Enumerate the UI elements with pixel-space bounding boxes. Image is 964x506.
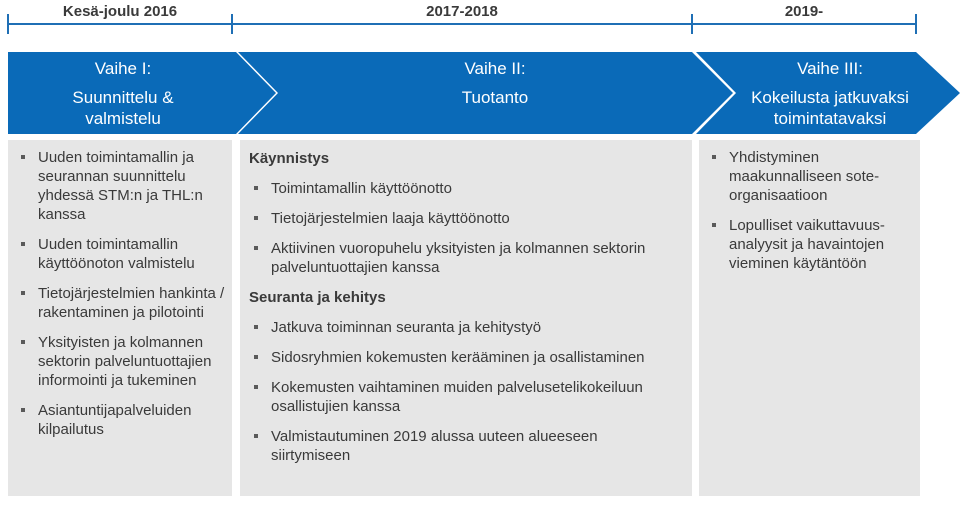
list-item: Tietojärjestelmien laaja käyttöönotto [249,209,684,228]
phase-1-panel [8,140,232,496]
phase-1-title [8,58,238,129]
phase-3-title [730,58,930,129]
list-item: Lopulliset vaikuttavuus-analyysit ja havaintojen vieminen käytäntöön [707,216,910,273]
list-item: Jatkuva toiminnan seuranta ja kehitystyö [249,318,684,337]
phase-3-title-line: toimintatavaksi [773,109,887,128]
phase-2-title-line: Vaihe II: [464,59,526,78]
list-item: Asiantuntijapalveluiden kilpailutus [16,401,226,439]
phase-2-monitor-list [249,318,684,465]
list-item: Yksityisten ja kolmannen sektorin palveluntuottajien informointi ja tukeminen [16,333,226,390]
phase-3-title-line: Kokeilusta jatkuvaksi [751,88,909,107]
phase-2-title [280,58,710,108]
section-heading: Käynnistys [249,150,330,167]
list-item: Aktiivinen vuoropuhelu yksityisten ja kolmannen sektorin palveluntuottajien kanssa [249,239,684,277]
list-item: Yhdistyminen maakunnalliseen sote-organisaatioon [707,148,910,205]
list-item: Sidosryhmien kokemusten kerääminen ja osallistaminen [249,348,684,367]
timeline [0,0,964,40]
phase-2-panel [240,140,692,496]
list-item: Toimintamallin käyttöönotto [249,179,684,198]
period-label-3: 2019- [784,3,824,20]
list-item: Kokemusten vaihtaminen muiden palvelusetelikokeiluun osallistujien kanssa [249,378,684,416]
list-item: Valmistautuminen 2019 alussa uuteen alueeseen siirtymiseen [249,427,684,465]
period-label-2: 2017-2018 [426,3,498,20]
phase-3-list [699,140,920,273]
list-item: Uuden toimintamallin ja seurannan suunnittelu yhdessä STM:n ja THL:n kanssa [16,148,226,224]
phase-3-title-line: Vaihe III: [797,59,863,78]
phase-1-title-line: valmistelu [85,109,161,128]
period-label-1: Kesä-joulu 2016 [62,3,178,20]
phase-1-title-line: Suunnittelu & [72,88,174,107]
phase-1-title-line: Vaihe I: [94,59,152,78]
phase-3-panel [699,140,920,496]
section-heading: Seuranta ja kehitys [249,289,386,306]
phase-2-title-line: Tuotanto [461,88,529,107]
list-item: Uuden toimintamallin käyttöönoton valmistelu [16,235,226,273]
list-item: Tietojärjestelmien hankinta / rakentaminen ja pilotointi [16,284,226,322]
phase-2-start-list [249,179,684,277]
phase-1-list [8,140,232,439]
